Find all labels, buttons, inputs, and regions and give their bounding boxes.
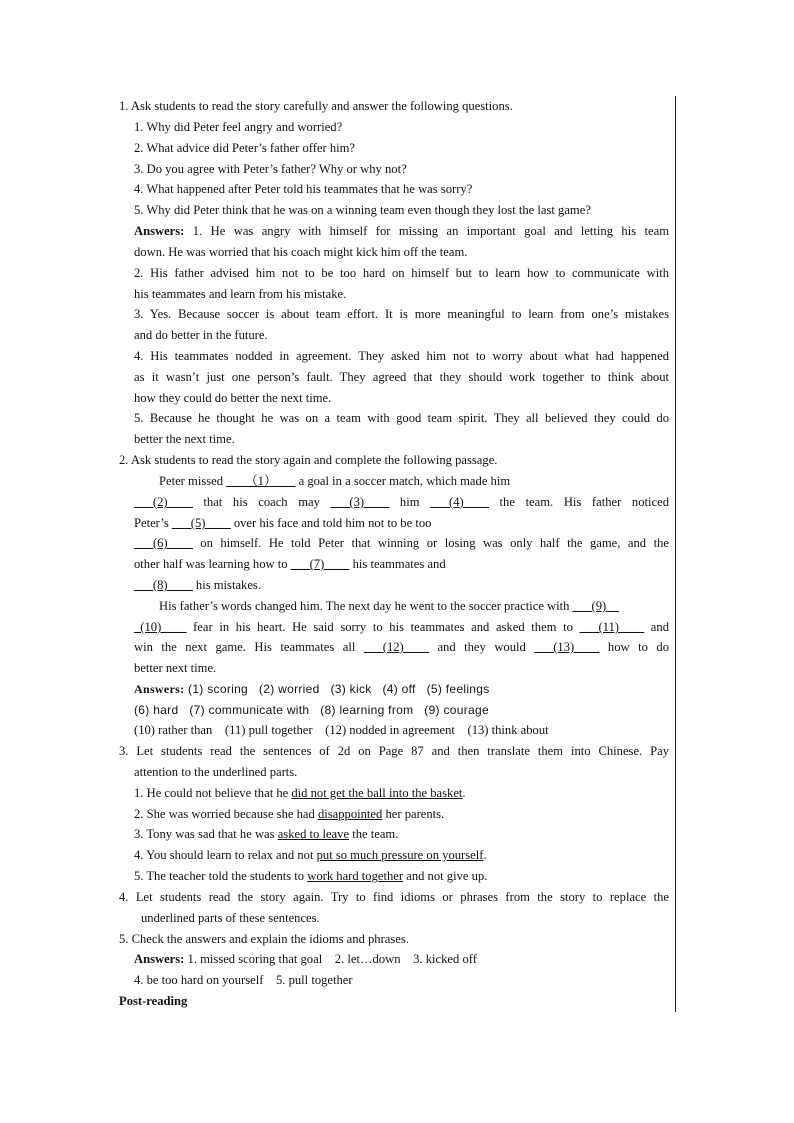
answer-line: 4. be too hard on yourself 5. pull together <box>134 973 353 987</box>
sentence-item: 2. She was worried because she had disappointed her parents. <box>134 807 445 821</box>
answers-label: Answers: <box>134 224 185 238</box>
answer-line: 2. His father advised him not to be too hard on himself but to learn how to communicate with <box>134 266 669 280</box>
answer-line: how they could do better the next time. <box>134 391 332 405</box>
answer-line: 5. Because he thought he was on a team with good team spirit. They all believed they could do <box>134 411 669 425</box>
sentence-item: 1. He could not believe that he did not get the ball into the basket. <box>134 786 466 800</box>
answers-label: Answers: <box>134 952 185 966</box>
passage-line: win the next game. His teammates all ___(12)____ and they would ___(13)____ how to do <box>134 640 669 654</box>
passage-line: ___(8)____ his mistakes. <box>134 578 261 592</box>
answer-line: (6) hard (7) communicate with (8) learning from (9) courage <box>134 703 489 717</box>
answer-line: (10) rather than (11) pull together (12) nodded in agreement (13) think about <box>134 723 549 737</box>
question-5: 5. Why did Peter think that he was on a winning team even though they lost the last game? <box>134 203 591 217</box>
blank-3[interactable]: ___(3)____ <box>330 495 390 509</box>
passage-line: better next time. <box>134 661 217 675</box>
sentence-item: 3. Tony was sad that he was asked to leave the team. <box>134 827 399 841</box>
blank-1[interactable]: ___（1）___ <box>226 474 296 488</box>
answer-line: down. He was worried that his coach might kick him off the team. <box>134 245 468 259</box>
question-2: 2. What advice did Peter’s father offer him? <box>134 141 356 155</box>
blank-12[interactable]: ___(12)____ <box>363 640 429 654</box>
passage-line: His father’s words changed him. The next day he went to the soccer practice with ___(9)__ <box>159 599 619 613</box>
question-1: 1. Why did Peter feel angry and worried? <box>134 120 343 134</box>
passage-line: Peter missed ___（1）___ a goal in a soccer match, which made him <box>159 474 511 488</box>
blank-10[interactable]: _(10)____ <box>134 620 187 634</box>
section-4-heading: 4. Let students read the story again. Try to find idioms or phrases from the story to replace the <box>119 890 669 904</box>
question-4: 4. What happened after Peter told his teammates that he was sorry? <box>134 182 473 196</box>
passage-line: ___(2)____ that his coach may ___(3)____ him ___(4)____ the team. His father noticed <box>134 495 669 509</box>
section-1-heading: 1. Ask students to read the story carefully and answer the following questions. <box>119 99 513 113</box>
answer-line: and do better in the future. <box>134 328 268 342</box>
answer-line: 3. Yes. Because soccer is about team effort. It is more meaningful to learn from one’s mistakes <box>134 307 669 321</box>
answer-line: Answers: 1. missed scoring that goal 2. let…down 3. kicked off <box>134 952 477 966</box>
section-2-heading: 2. Ask students to read the story again and complete the following passage. <box>119 453 498 467</box>
blank-13[interactable]: ___(13)____ <box>534 640 600 654</box>
answers-label: Answers: <box>134 682 185 696</box>
blank-7[interactable]: ___(7)____ <box>290 557 350 571</box>
passage-line: _(10)____ fear in his heart. He said sorry to his teammates and asked them to ___(11)____ and <box>134 620 669 634</box>
passage-line: Peter’s ___(5)____ over his face and told him not to be too <box>134 516 432 530</box>
blank-6[interactable]: ___(6)____ <box>134 536 193 550</box>
blank-11[interactable]: ___(11)____ <box>579 620 645 634</box>
passage-line: ___(6)____ on himself. He told Peter that winning or losing was only half the game, and the <box>134 536 669 550</box>
answer-line: Answers: (1) scoring (2) worried (3) kick (4) off (5) feelings <box>134 682 490 696</box>
answer-line: 4. His teammates nodded in agreement. They asked him not to worry about what had happened <box>134 349 669 363</box>
blank-5[interactable]: ___(5)____ <box>171 516 231 530</box>
answer-line: as it wasn’t just one person’s fault. They agreed that they should work together to think about <box>134 370 669 384</box>
sentence-item: 4. You should learn to relax and not put so much pressure on yourself. <box>134 848 487 862</box>
section-5-heading: 5. Check the answers and explain the idioms and phrases. <box>119 932 409 946</box>
blank-9[interactable]: ___(9)__ <box>572 599 619 613</box>
answer-line: his teammates and learn from his mistake. <box>134 287 347 301</box>
answer-line: better the next time. <box>134 432 235 446</box>
section-4-heading-cont: underlined parts of these sentences. <box>141 911 320 925</box>
answer-line: Answers: 1. He was angry with himself for missing an important goal and letting his team <box>134 224 669 238</box>
table-right-border <box>675 96 676 1012</box>
blank-8[interactable]: ___(8)____ <box>134 578 193 592</box>
sentence-item: 5. The teacher told the students to work hard together and not give up. <box>134 869 488 883</box>
question-3: 3. Do you agree with Peter’s father? Why or why not? <box>134 162 407 176</box>
passage-line: other half was learning how to ___(7)____ his teammates and <box>134 557 446 571</box>
post-reading-heading: Post-reading <box>119 994 188 1008</box>
blank-2[interactable]: ___(2)____ <box>134 495 193 509</box>
section-3-heading: 3. Let students read the sentences of 2d on Page 87 and then translate them into Chinese. Pay <box>119 744 669 758</box>
section-3-heading-cont: attention to the underlined parts. <box>134 765 298 779</box>
blank-4[interactable]: ___(4)____ <box>430 495 489 509</box>
